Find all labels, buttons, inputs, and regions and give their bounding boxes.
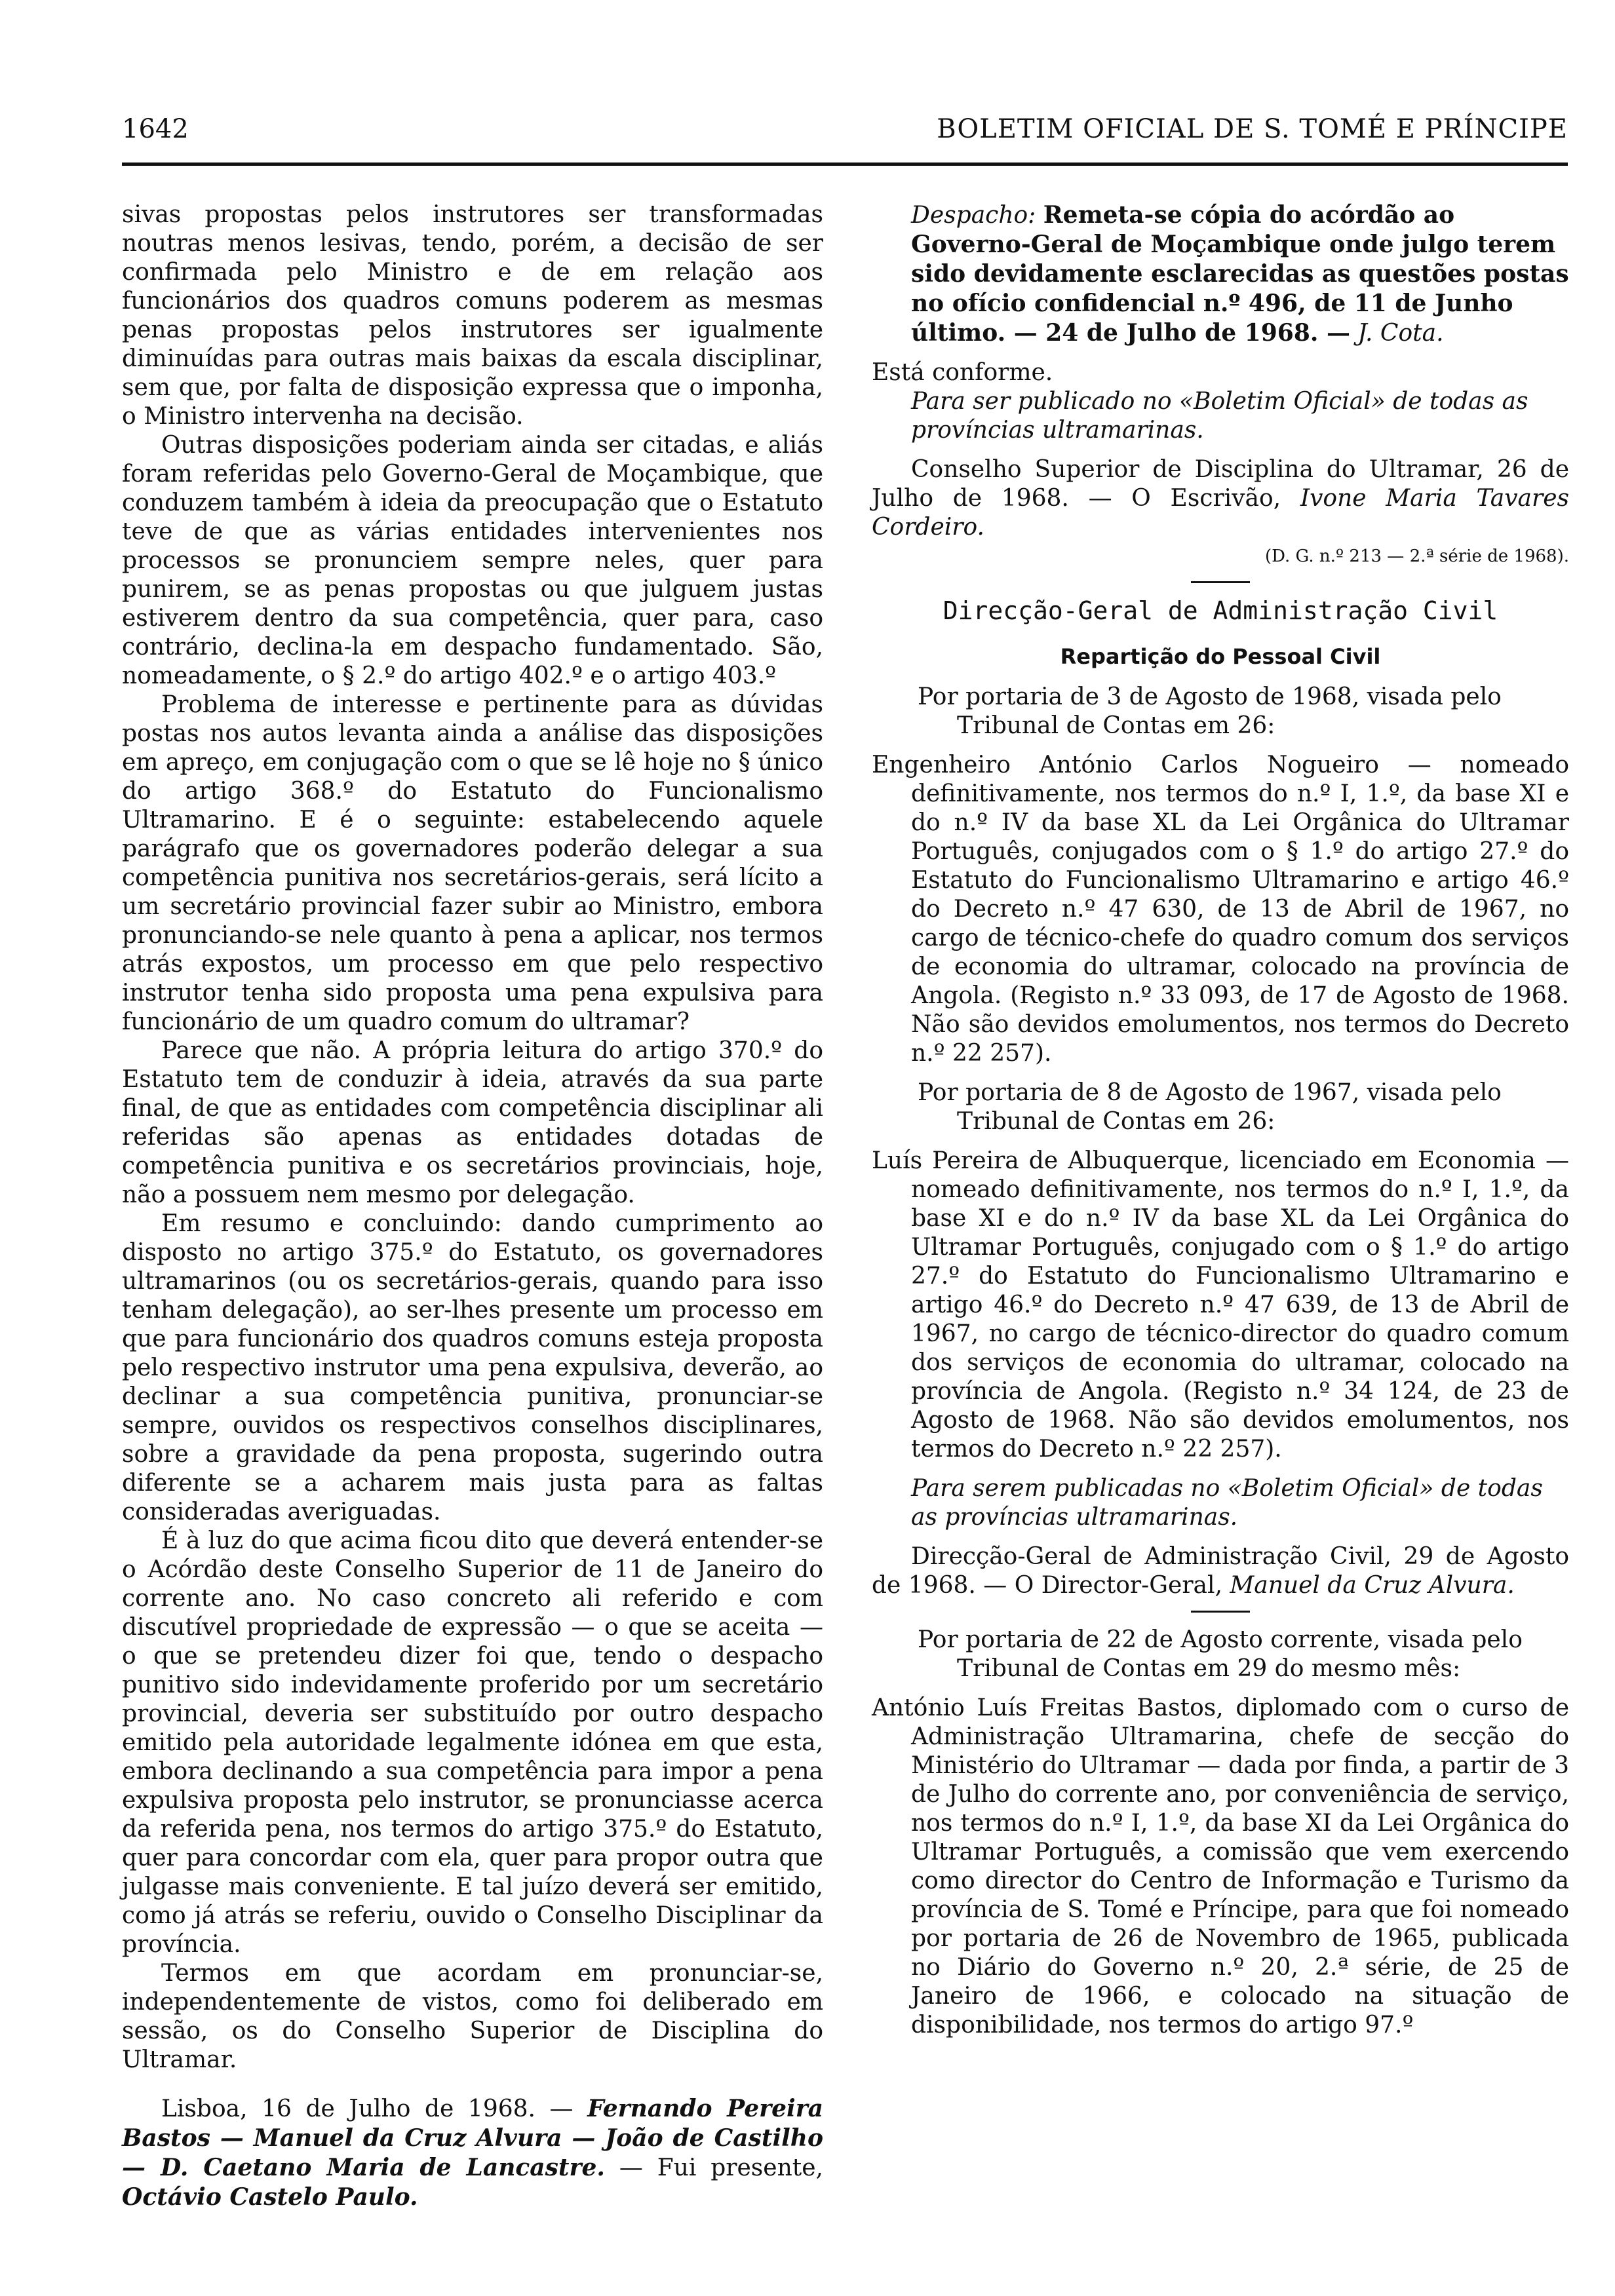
conforme-line: Está conforme. [872, 359, 1053, 386]
closing-signatures [122, 2094, 823, 2212]
despacho [872, 201, 1569, 348]
publication-note: Para ser publicado no «Boletim Oficial» de todas as províncias ultramarinas. [911, 388, 1528, 444]
portaria-intro: Por portaria de 22 de Agosto corrente, visada pelo Tribunal de Contas em 29 do mesmo mês: [918, 1626, 1523, 1682]
paragraph: Problema de interesse e pertinente para as dúvidas postas nos autos levanta ainda a análise das disposições em apreço, em conjugação com o que se lê hoje no § único do artigo 368.º do Estatuto do Funcionalismo Ultramarino. E é o seguinte: estabelecendo aquele parágrafo que os governadores poderão delegar a sua competência punitiva nos secretários-gerais, será lícito a um secretário provincial fazer subir ao Ministro, embora pronunciando-se nele quanto à pena a aplicar, nos termos atrás expostos, um processo em que pelo respectivo instrutor tenha sido proposta uma pena expulsiva para funcionário de um quadro comum do ultramar? [122, 691, 823, 1035]
section-title: Direcção-Geral de Administração Civil [943, 596, 1498, 625]
paragraph: É à luz do que acima ficou dito que deverá entender-se o Acórdão deste Conselho Superior de 11 de Janeiro do corrente ano. No caso concreto ali referido e com discutível propriedade de expressão — o que se aceita — o que se pretendeu dizer foi que, tendo o despacho punitivo sido indevidamente proferido por um secretário provincial, deveria ser substituído por outro despacho emitido pela autoridade legalmente idónea em que esta, embora declinando a sua competência para impor a pena expulsiva proposta pelo instrutor, se pronunciasse acerca da referida pena, nos termos do artigo 375.º do Estatuto, quer para concordar com ela, quer para propor outra que julgasse mais conveniente. E tal juízo deverá ser emitido, como já atrás se referiu, ouvido o Conselho Disciplinar da província. [122, 1527, 823, 1958]
despacho-signature: J. Cota. [1357, 320, 1444, 347]
running-title: BOLETIM OFICIAL DE S. TOMÉ E PRÍNCIPE [937, 114, 1568, 144]
page-number: 1642 [122, 114, 189, 144]
closing-mid: — Fui presente, [619, 2154, 823, 2181]
dgac-text: Direcção-Geral de Administração Civil, 29 de Agosto de 1968. — O Director-Geral, [872, 1543, 1569, 1599]
conselho-signature: Ivone Maria Tavares Cordeiro. [872, 485, 1569, 541]
paragraph: Termos em que acordam em pronunciar-se, independentemente de vistos, como foi deliberado em sessão, os do Conselho Superior de Disciplina do Ultramar. [122, 1960, 823, 2073]
conselho-text: Conselho Superior de Disciplina do Ultramar, 26 de Julho de 1968. — O Escrivão, [872, 456, 1569, 512]
paragraph: Em resumo e concluindo: dando cumprimento ao disposto no artigo 375.º do Estatuto, os governadores ultramarinos (ou os secretários-gerais, quando para isso tenham delegação), ao ser-lhes presente um processo em que para funcionário dos quadros comuns esteja proposta pelo respectivo instrutor uma pena expulsiva, deverão, ao declinar a sua competência punitiva, pronunciar-se sempre, ouvidos os respectivos conselhos disciplinares, sobre a gravidade da pena proposta, sugerindo outra diferente se a acharem mais justa para as faltas consideradas averiguadas. [122, 1210, 823, 1525]
paragraph: sivas propostas pelos instrutores ser transformadas noutras menos lesivas, tendo, porém, a decisão de ser confirmada pelo Ministro e de em relação aos funcionários dos quadros comuns poderem as mesmas penas propostas pelos instrutores ser igualmente diminuídas para outras mais baixas da escala disciplinar, sem que, por falta de disposição expressa que o imponha, o Ministro intervenha na decisão. [122, 201, 823, 430]
portaria-intro: Por portaria de 8 de Agosto de 1967, visada pelo Tribunal de Contas em 26: [918, 1079, 1502, 1135]
signatories: Fernando Pereira Bastos — Manuel da Cruz Alvura — João de Castilho — D. Caetano Maria de Lancastre. [122, 2095, 823, 2181]
closing-place-date: Lisboa, 16 de Julho de 1968. — [161, 2095, 574, 2122]
sub-title: Repartição do Pessoal Civil [1060, 644, 1381, 669]
appointment-entry: Luís Pereira de Albuquerque, licenciado em Economia — nomeado definitivamente, nos termos do n.º I, 1.º, da base XI e do n.º IV da base XL da Lei Orgânica do Ultramar Português, conjugado com o § 1.º do artigo 27.º do Estatuto do Funcionalismo Ultramarino e artigo 46.º do Decreto n.º 47 639, de 13 de Abril de 1967, no cargo de técnico-director do quadro comum dos serviços de economia do ultramar, colocado na província de Angola. (Registo n.º 34 124, de 23 de Agosto de 1968. Não são devidos emolumentos, nos termos do Decreto n.º 22 257). [872, 1147, 1569, 1463]
left-column [122, 201, 823, 2212]
appointment-entry: António Luís Freitas Bastos, diplomado com o curso de Administração Ultramarina, chefe de secção do Ministério do Ultramar — dada por finda, a partir de 3 de Julho do corrente ano, por conveniência de serviço, nos termos do n.º I, 1.º, da base XI da Lei Orgânica do Ultramar Português, a comissão que vem exercendo como director do Centro de Informação e Turismo da província de S. Tomé e Príncipe, para que foi nomeado por portaria de 26 de Novembro de 1965, publicada no Diário do Governo n.º 20, 2.ª série, de 25 de Janeiro de 1966, e colocado na situação de disponibilidade, nos termos do artigo 97.º [872, 1694, 1569, 2038]
publication-note: Para serem publicadas no «Boletim Oficial» de todas as províncias ultramarinas. [911, 1475, 1543, 1531]
paragraph: Outras disposições poderiam ainda ser citadas, e aliás foram referidas pelo Governo-Geral de Moçambique, que conduzem também à ideia da preocupação que o Estatuto teve de que as várias entidades intervenientes nos processos se pronunciem sempre neles, quer para punirem, se as penas propostas ou que julguem justas estiverem dentro da sua competência, quer para, caso contrário, declina-la em despacho fundamentado. São, nomeadamente, o § 2.º do artigo 402.º e o artigo 403.º [122, 432, 823, 689]
dgac-signature: Manuel da Cruz Alvura. [1230, 1572, 1515, 1599]
conselho-line [872, 455, 1569, 542]
despacho-label: Despacho: [911, 202, 1036, 229]
header-rule [122, 163, 1568, 166]
portaria-intro: Por portaria de 3 de Agosto de 1968, visada pelo Tribunal de Contas em 26: [918, 683, 1502, 739]
appointment-entry: Engenheiro António Carlos Nogueiro — nomeado definitivamente, nos termos do n.º I, 1.º, da base XI e do n.º IV da base XL da Lei Orgânica do Ultramar Português, conjugados com o § 1.º do artigo 27.º do Estatuto do Funcionalismo Ultramarino e artigo 46.º do Decreto n.º 47 630, de 13 de Abril de 1967, no cargo de técnico-chefe do quadro comum dos serviços de economia do ultramar, colocado na província de Angola. (Registo n.º 33 093, de 17 de Agosto de 1968. Não são devidos emolumentos, nos termos do Decreto n.º 22 257). [872, 752, 1569, 1067]
despacho-text: Remeta-se cópia do acórdão ao Governo-Geral de Moçambique onde julgo terem sido devidamente esclarecidas as questões postas no ofício confidencial n.º 496, de 11 de Junho último. — 24 de Julho de 1968. — [911, 201, 1569, 347]
dg-reference: (D. G. n.º 213 — 2.ª série de 1968). [1264, 546, 1569, 566]
paragraph: Parece que não. A própria leitura do artigo 370.º do Estatuto tem de conduzir à ideia, através da sua parte final, de que as entidades com competência disciplinar ali referidas são apenas as entidades dotadas de competência punitiva e os secretários provinciais, hoje, não a possuem nem mesmo por delegação. [122, 1037, 823, 1208]
page-header [122, 106, 1568, 152]
signatory-present: Octávio Castelo Paulo. [122, 2183, 418, 2211]
divider [1191, 1611, 1250, 1613]
right-column [872, 201, 1569, 2040]
dgac-line [872, 1542, 1569, 1600]
divider [1191, 581, 1250, 583]
